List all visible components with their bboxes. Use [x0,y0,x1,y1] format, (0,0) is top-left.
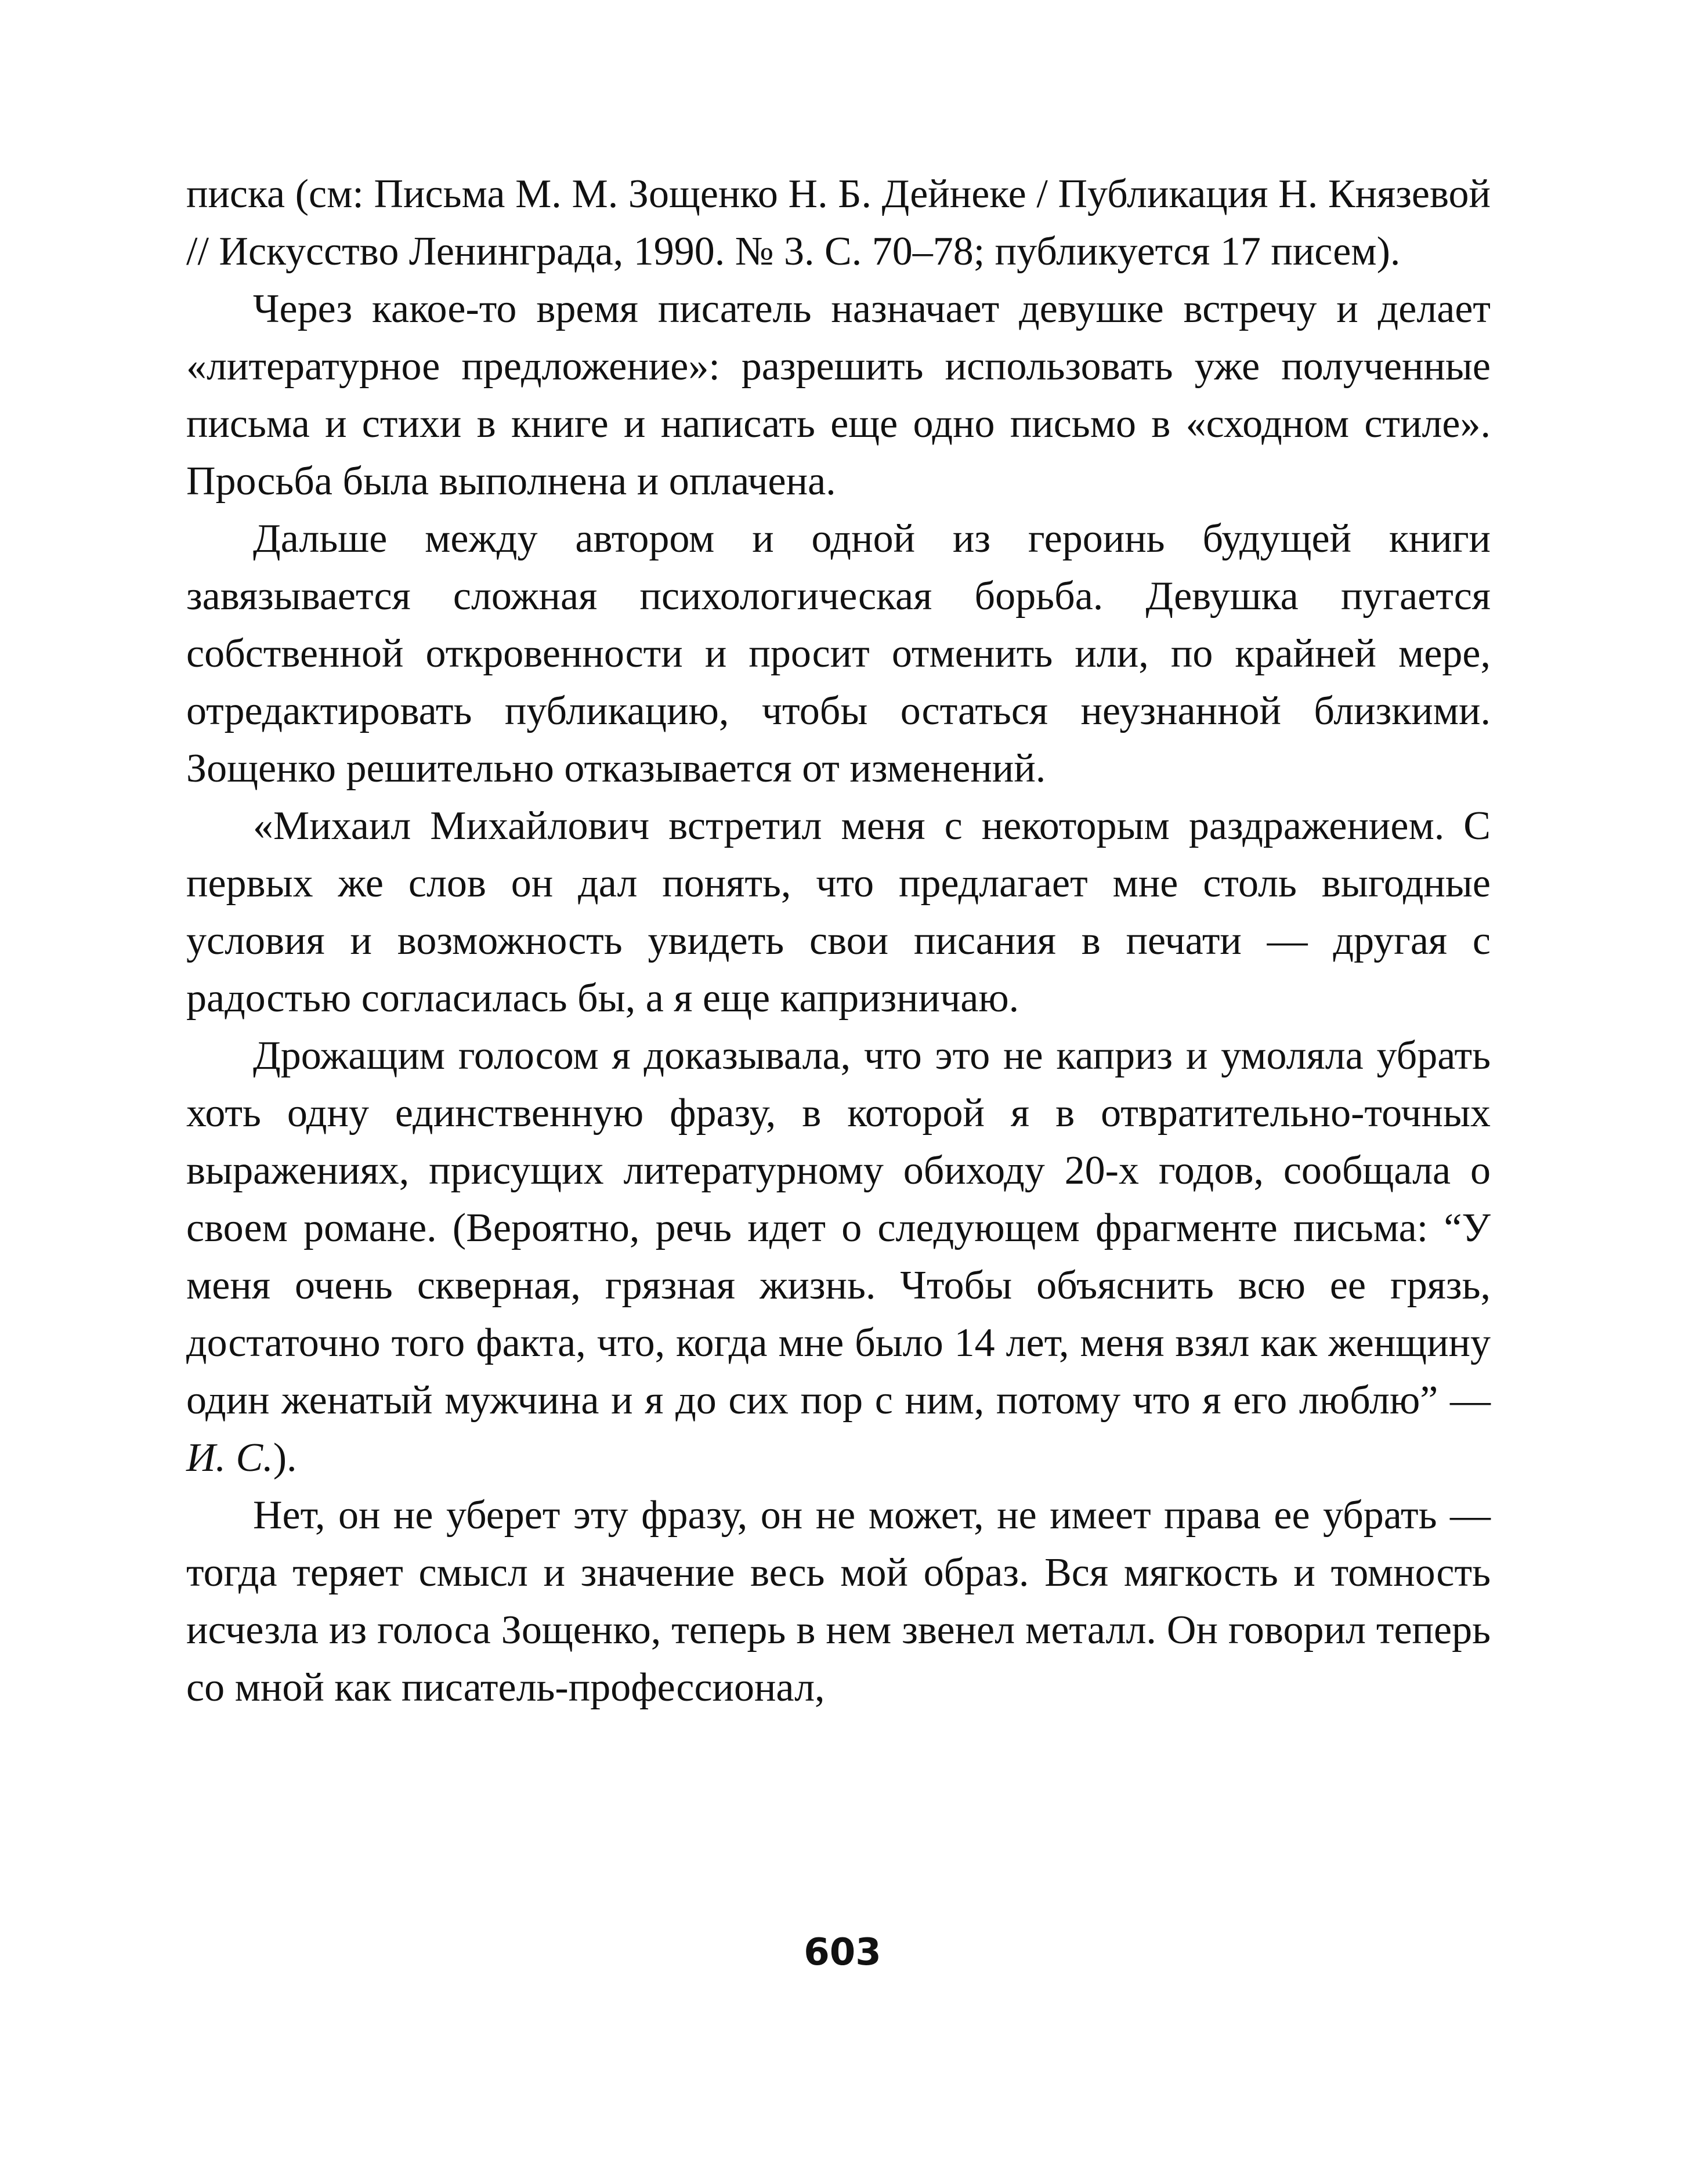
quote-letter-closing: ). [273,1435,297,1480]
editor-initials: И. С. [186,1435,273,1480]
quote-letter-text: Дрожащим голосом я доказывала, что это не каприз и умоляла убрать хоть одну единственную фразу, в которой я в отвратительно-точных выражениях, присущих литературному обиходу 20-х годов, сообщала о своем романе. (Вероятно, речь идет о следующем фрагменте письма: “У меня очень скверная, грязная жизнь. Чтобы объяснить всю ее грязь, достаточно того факта, что, когда мне было 14 лет, меня взял как женщину один женатый мужчина и я до сих пор с ним, потому что я его люблю” — [186,1033,1491,1423]
paragraph-refusal: Нет, он не уберет эту фразу, он не может, не имеет права ее убрать — тогда теряет смысл и значение весь мой образ. Вся мягкость и томность исчезла из голоса Зощенко, теперь в нем звенел металл. Он говорил теперь со мной как писатель-профессионал, [186,1493,1491,1710]
paragraph-quote-letter [186,1027,1491,1487]
paragraph-continuation: писка (см: Письма М. М. Зощенко Н. Б. Дейнеке / Публикация Н. Князевой // Искусство Ленинграда, 1990. № 3. С. 70–78; публикуется 17 писем). [186,172,1491,274]
page-number: 603 [804,1931,881,1974]
paragraph-meeting: Через какое-то время писатель назначает девушке встречу и делает «литературное предложение»: разрешить использовать уже полученные письма и стихи в книге и написать еще одно письмо в «сходном стиле». Просьба была выполнена и оплачена. [186,287,1491,504]
paragraph-struggle: Дальше между автором и одной из героинь будущей книги завязывается сложная психологическая борьба. Девушка пугается собственной откровенности и просит отменить или, по крайней мере, отредактировать публикацию, чтобы остаться неузнанной близкими. Зощенко решительно отказывается от изменений. [186,516,1491,791]
body-text [186,165,1491,1716]
paragraph-quote-start: «Михаил Михайлович встретил меня с некоторым раздражением. С первых же слов он дал понять, что предлагает мне столь выгодные условия и возможность увидеть свои писания в печати — другая с радостью согласилась бы, а я еще капризничаю. [186,804,1491,1021]
